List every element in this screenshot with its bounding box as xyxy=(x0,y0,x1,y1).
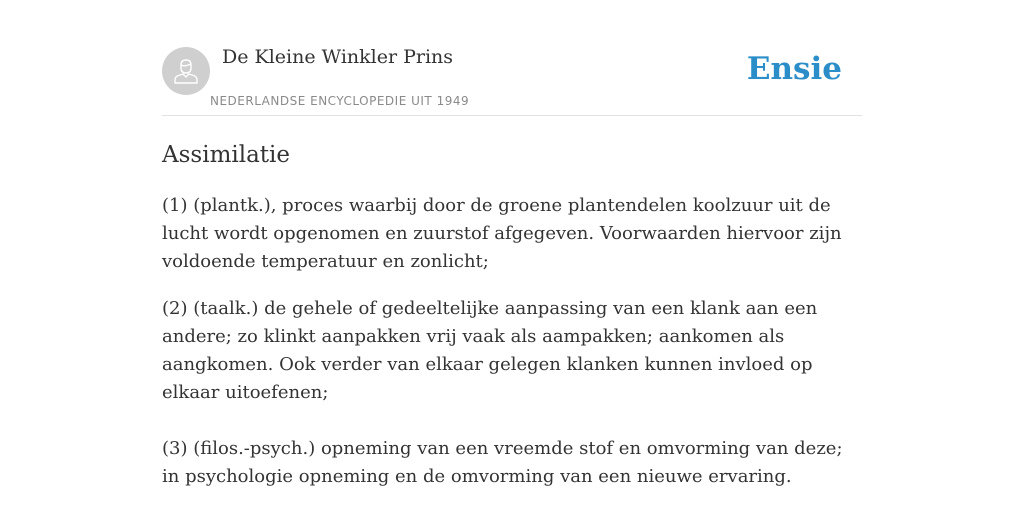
brand-logo[interactable]: Ensie xyxy=(746,51,842,87)
source-title[interactable]: De Kleine Winkler Prins xyxy=(222,46,454,68)
entry-header xyxy=(162,40,862,116)
avatar xyxy=(162,47,210,95)
source-subtitle: NEDERLANDSE ENCYCLOPEDIE UIT 1949 xyxy=(210,94,470,108)
user-outline-icon xyxy=(171,56,201,86)
definition-3: (3) (filos.-psych.) opneming van een vreemde stof en omvorming van deze; in psychologie opneming en de omvorming van een nieuwe ervaring. xyxy=(162,438,843,487)
entry-title: Assimilatie xyxy=(162,142,291,168)
definition-1: (1) (plantk.), proces waarbij door de groene plantendelen koolzuur uit de lucht wordt opgenomen en zuurstof afgegeven. Voorwaarden hiervoor zijn voldoende temperatuur en zonlicht; xyxy=(162,195,842,272)
encyclopedia-entry-card xyxy=(162,40,862,491)
definition-2: (2) (taalk.) de gehele of gedeeltelijke aanpassing van een klank aan een andere; zo klinkt aanpakken vrij vaak als aampakken; aankomen als aangkomen. Ook verder van elkaar gelegen klanken kunnen invloed op elkaar uitoefenen; xyxy=(162,298,818,403)
